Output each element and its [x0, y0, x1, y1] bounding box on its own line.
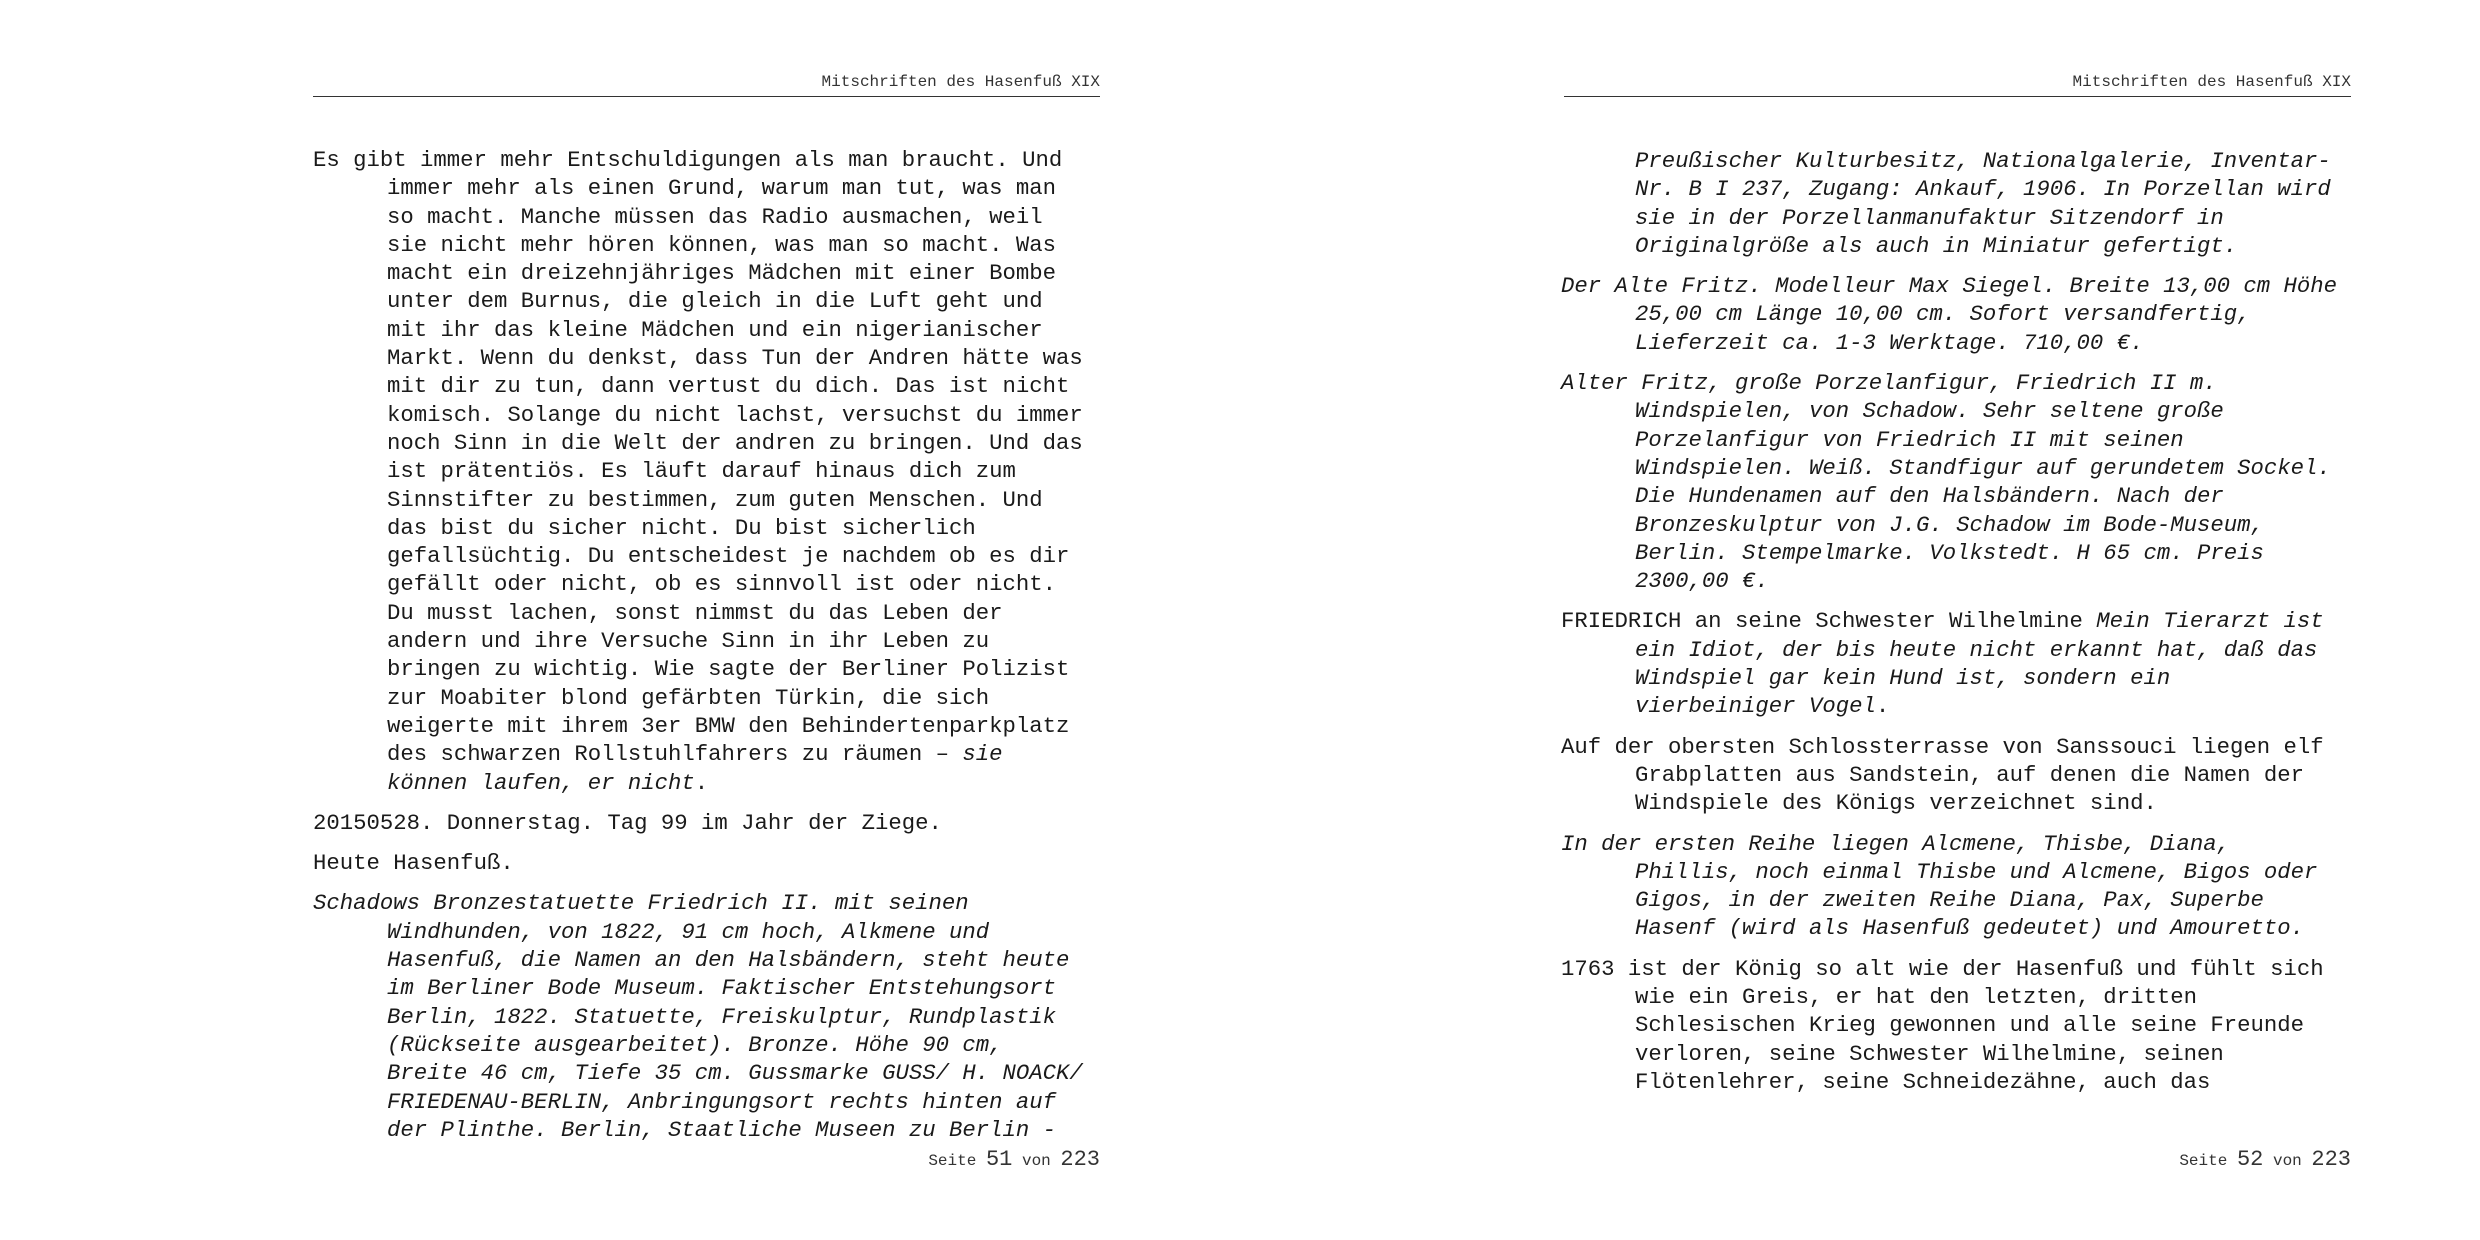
italic-text: Alter Fritz, große Porzelanfigur, Friedrich II m. Windspielen, von Schadow. Sehr seltene große Porzelanfigur von Friedrich II mit seinen Windspielen. Weiß. Standfigur auf gerundetem Sockel. Die Hundenamen auf den Halsbändern. Nach der Bronzeskulptur von J.G. Schadow im Bode-Museum, Berlin. Stempelmarke. Volkstedt. H 65 cm. Preis 2300,00 €.: [1561, 370, 2331, 595]
italic-text: Der Alte Fritz. Modelleur Max Siegel. Breite 13,00 cm Höhe 25,00 cm Länge 10,00 cm. Sofort versandfertig, Lieferzeit ca. 1-3 Werktage. 710,00 €.: [1561, 273, 2338, 356]
header-rule: [1564, 96, 2351, 97]
text-run: FRIEDRICH an seine Schwester Wilhelmine: [1561, 608, 2097, 635]
paragraph: [1561, 272, 2343, 357]
paragraph: [1561, 369, 2343, 595]
paragraph: [1561, 607, 2343, 720]
page-footer: [1564, 1148, 2351, 1173]
paragraph: [313, 809, 1095, 837]
page-total: 223: [2311, 1147, 2351, 1172]
paragraph: [1561, 147, 2343, 260]
page-body: [313, 146, 1095, 1156]
paragraph: [313, 146, 1095, 797]
italic-text: Mein Tierarzt ist ein Idiot, der bis heute nicht erkannt hat, daß das Windspiel gar kein Hund ist, sondern ein vierbeiniger Vogel: [1635, 608, 2324, 720]
text-run: Auf der obersten Schlossterrasse von Sanssouci liegen elf Grabplatten aus Sandstein, auf denen die Namen der Windspiele des Königs verzeichnet sind.: [1561, 733, 2324, 817]
text-run: Es gibt immer mehr Entschuldigungen als man braucht. Und immer mehr als einen Grund, warum man tut, was man so macht. Manche müssen das Radio ausmachen, weil sie nicht mehr hören können, was man so macht. Was macht ein dreizehnjähriges Mädchen mit einer Bombe unter dem Burnus, die gleich in die Luft geht und mit ihr das kleine Mädchen und ein nigerianischer Markt. Wenn du denkst, dass Tun der Andren hätte was mit dir zu tun, dann vertust du dich. Das ist nicht komisch. Solange du nicht lachst, versuchst du immer noch Sinn in die Welt der andren zu bringen. Und das ist prätentiös. Es läuft darauf hinaus dich zum Sinnstifter zu bestimmen, zum guten Menschen. Und das bist du sicher nicht. Du bist sicherlich gefallsüchtig. Du entscheidest je nachdem ob es dir gefällt oder nicht, ob es sinnvoll ist oder nicht. Du musst lachen, sonst nimmst du das Leben der andern und ihre Versuche Sinn in ihr Leben zu bringen zu wichtig. Wie sagte der Berliner Polizist zur Moabiter blond gefärbten Türkin, die sich weigerte mit ihrem 3er BMW den Behindertenparkplatz des schwarzen Rollstuhlfahrers zu räumen –: [313, 147, 1083, 768]
paragraph: [313, 849, 1095, 877]
italic-text: Preußischer Kulturbesitz, Nationalgalerie, Inventar-Nr. B I 237, Zugang: Ankauf, 1906. In Porzellan wird sie in der Porzellanmanufaktur Sitzendorf in Originalgröße als auch in Miniatur gefertigt.: [1635, 148, 2331, 259]
text-run: .: [1875, 693, 1890, 720]
page-label: Seite: [2179, 1152, 2228, 1170]
header-rule: [313, 96, 1100, 97]
paragraph: [1561, 733, 2343, 818]
paragraph: [1561, 955, 2343, 1096]
italic-text: sie können laufen, er nicht: [387, 741, 1003, 796]
page-total: 223: [1060, 1147, 1100, 1172]
paragraph: [313, 889, 1095, 1144]
page-footer: [313, 1148, 1100, 1173]
page-of-label: von: [1021, 1152, 1051, 1170]
paragraph: [1561, 830, 2343, 943]
right-page: [1240, 0, 2480, 1240]
page-label: Seite: [928, 1152, 977, 1170]
running-header: Mitschriften des Hasenfuß XIX: [2072, 73, 2351, 91]
page-number: 51: [985, 1147, 1013, 1172]
page-of-label: von: [2272, 1152, 2302, 1170]
page-number: 52: [2236, 1147, 2264, 1172]
text-run: Heute Hasenfuß.: [313, 850, 514, 877]
running-header: Mitschriften des Hasenfuß XIX: [821, 73, 1100, 91]
text-run: .: [694, 769, 709, 796]
italic-text: In der ersten Reihe liegen Alcmene, Thisbe, Diana, Phillis, noch einmal Thisbe und Alcmene, Bigos oder Gigos, in der zweiten Reihe Diana, Pax, Superbe Hasenf (wird als Hasenfuß gedeutet) und Amouretto.: [1561, 830, 2318, 942]
italic-text: Schadows Bronzestatuette Friedrich II. mit seinen Windhunden, von 1822, 91 cm hoch, Alkmene und Hasenfuß, die Namen an den Halsbändern, steht heute im Berliner Bode Museum. Faktischer Entstehungsort Berlin, 1822. Statuette, Freiskulptur, Rundplastik (Rückseite ausgearbeitet). Bronze. Höhe 90 cm, Breite 46 cm, Tiefe 35 cm. Gussmarke GUSS/ H. NOACK/ FRIEDENAU-BERLIN, Anbringungsort rechts hinten auf der Plinthe. Berlin, Staatliche Museen zu Berlin -: [313, 890, 1083, 1143]
text-run: 1763 ist der König so alt wie der Hasenfuß und fühlt sich wie ein Greis, er hat den letzten, dritten Schlesischen Krieg gewonnen und alle seine Freunde verloren, seine Schwester Wilhelmine, seinen Flötenlehrer, seine Schneidezähne, auch das: [1561, 955, 2324, 1095]
page-body: [1561, 147, 2343, 1108]
text-run: 20150528. Donnerstag. Tag 99 im Jahr der Ziege.: [313, 809, 942, 836]
